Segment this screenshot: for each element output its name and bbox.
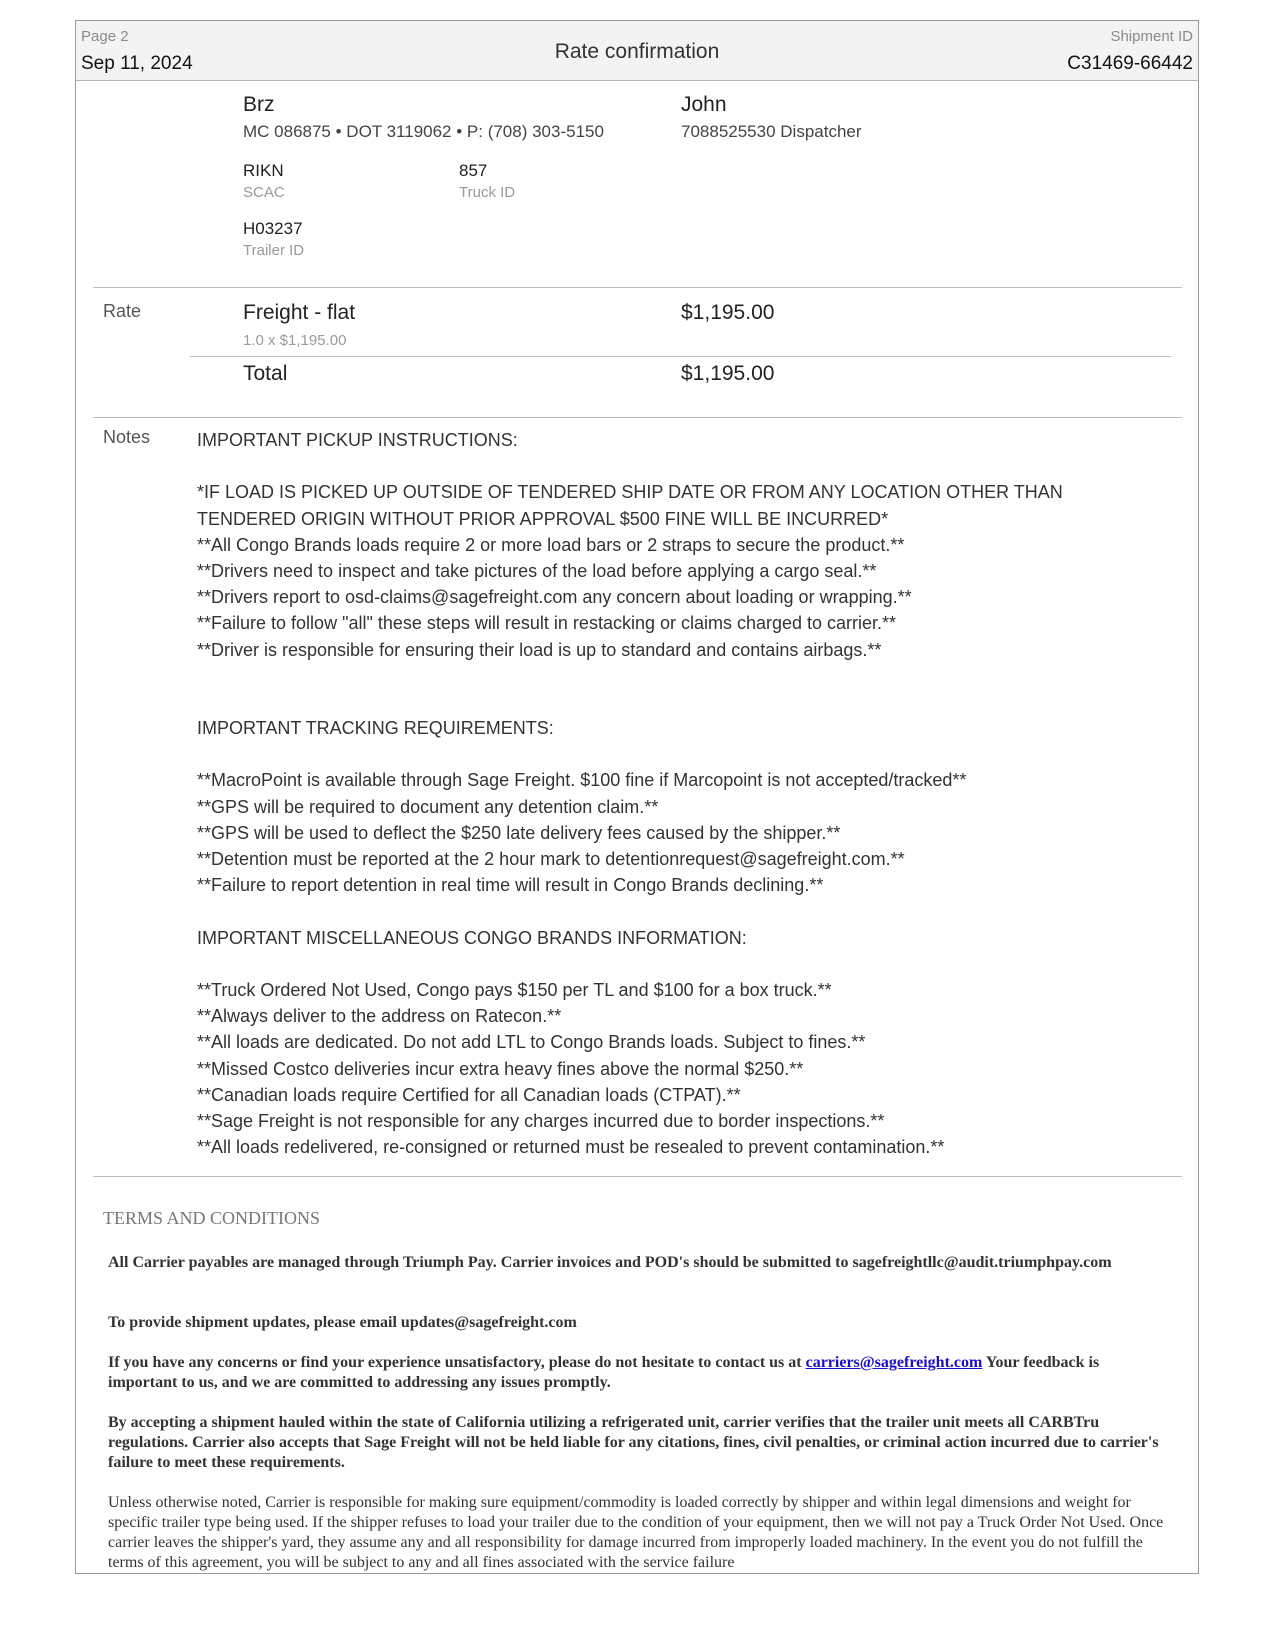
document-date: Sep 11, 2024 — [81, 53, 193, 74]
notes-line: **Canadian loads require Certified for all Canadian loads (CTPAT).** — [197, 1084, 741, 1105]
notes-section-label: Notes — [103, 427, 151, 447]
divider — [93, 287, 1182, 288]
notes-line: **Always deliver to the address on Ratecon.** — [197, 1006, 562, 1027]
notes-line — [197, 689, 1157, 715]
trailer-id-label: Trailer ID — [243, 242, 305, 259]
notes-line: IMPORTANT TRACKING REQUIREMENTS: — [197, 718, 554, 739]
notes-line: **All loads redelivered, re-consigned or returned must be resealed to prevent contamination.** — [197, 1137, 945, 1158]
page-header — [76, 21, 1198, 81]
rate-item-calculation: 1.0 x $1,195.00 — [243, 332, 347, 349]
divider — [190, 356, 1171, 357]
terms-contact-text: If you have any concerns or find your experience unsatisfactory, please do not hesitate to contact us at — [108, 1354, 802, 1371]
divider — [93, 417, 1182, 418]
page-title: Rate confirmation — [554, 40, 720, 63]
notes-line: **MacroPoint is available through Sage Freight. $100 fine if Marcopoint is not accepted/tracked** — [197, 770, 967, 791]
notes-line: **Failure to follow "all" these steps will result in restacking or claims charged to carrier.** — [197, 613, 897, 634]
carrier-details: MC 086875 • DOT 3119062 • P: (708) 303-5150 — [243, 122, 604, 141]
notes-line: **Detention must be reported at the 2 hour mark to detentionrequest@sagefreight.com.** — [197, 849, 905, 869]
notes-line — [197, 663, 1157, 689]
notes-line: *IF LOAD IS PICKED UP OUTSIDE OF TENDERED SHIP DATE OR FROM ANY LOCATION OTHER THAN — [197, 482, 1063, 503]
notes-line: **All loads are dedicated. Do not add LTL to Congo Brands loads. Subject to fines.** — [197, 1032, 866, 1053]
terms-title: TERMS AND CONDITIONS — [103, 1208, 321, 1228]
notes-line: **Missed Costco deliveries incur extra heavy fines above the normal $250.** — [197, 1058, 804, 1079]
notes-line: IMPORTANT PICKUP INSTRUCTIONS: — [197, 430, 518, 450]
notes-line — [197, 898, 1157, 924]
dispatcher-details: 7088525530 Dispatcher — [681, 122, 862, 141]
notes-line: IMPORTANT MISCELLANEOUS CONGO BRANDS INFORMATION: — [197, 927, 747, 948]
notes-line: **GPS will be required to document any detention claim.** — [197, 796, 659, 817]
notes-line — [197, 453, 1157, 479]
notes-body — [197, 427, 1157, 1160]
notes-line: **Truck Ordered Not Used, Congo pays $150 per TL and $100 for a box truck.** — [197, 979, 832, 1000]
terms-contact-text-end: Your feedback is important to us, and we are committed to addressing any issues promptly. — [108, 1354, 1100, 1391]
terms-paragraph-california: By accepting a shipment hauled within the state of California utilizing a refrigerated unit, carrier verifies that the trailer unit meets all CARBTru regulations. Carrier also accepts that Sage Freight will not be held liable for any citations, fines, civil penalties, or criminal action incurred due to carrier's failure to meet these requirements. — [108, 1414, 1159, 1471]
shipment-id-label: Shipment ID — [1110, 28, 1193, 45]
total-amount: $1,195.00 — [681, 362, 775, 385]
notes-line: **Drivers report to osd-claims@sagefreight.com any concern about loading or wrapping.** — [197, 587, 912, 608]
terms-paragraph-updates: To provide shipment updates, please email updates@sagefreight.com — [108, 1314, 577, 1331]
notes-line: **Failure to report detention in real time will result in Congo Brands declining.** — [197, 875, 824, 896]
truck-id-label: Truck ID — [459, 184, 516, 201]
carriers-email-link[interactable]: carriers@sagefreight.com — [805, 1354, 983, 1371]
rate-item-amount: $1,195.00 — [681, 301, 775, 324]
trailer-id-value: H03237 — [243, 219, 303, 238]
notes-line: **All Congo Brands loads require 2 or more load bars or 2 straps to secure the product.** — [197, 534, 905, 555]
dispatcher-name: John — [681, 93, 727, 116]
page-number: Page 2 — [81, 28, 129, 45]
terms-paragraph-liability: Unless otherwise noted, Carrier is responsible for making sure equipment/commodity is loaded correctly by shipper and within legal dimensions and weight for specific trailer type being used. If the shipper refuses to load your trailer due to the condition of your equipment, then we will not pay a Truck Order Not Used. Once carrier leaves the shipper's yard, they assume any and all responsibility for damage incurred from improperly loaded machinery. In the event you do not fulfill the terms of this agreement, you will be subject to any and all fines associated with the service failure — [108, 1494, 1164, 1571]
notes-line: **GPS will be used to deflect the $250 late delivery fees caused by the shipper.** — [197, 822, 841, 843]
notes-line: **Drivers need to inspect and take pictures of the load before applying a cargo seal.** — [197, 560, 877, 581]
document-page — [75, 20, 1199, 1574]
divider — [93, 1176, 1182, 1177]
truck-id-value: 857 — [459, 161, 488, 180]
rate-section-label: Rate — [103, 301, 142, 321]
total-label: Total — [243, 362, 288, 385]
notes-line: **Driver is responsible for ensuring their load is up to standard and contains airbags.** — [197, 639, 882, 660]
carrier-name: Brz — [243, 93, 275, 116]
terms-paragraph-payables: All Carrier payables are managed through Triumph Pay. Carrier invoices and POD's should be submitted to sagefreightllc@audit.triumphpay.com — [108, 1254, 1112, 1271]
notes-line — [197, 951, 1157, 977]
terms-paragraph-contact — [108, 1353, 1168, 1393]
scac-value: RIKN — [243, 161, 284, 180]
shipment-id: C31469-66442 — [1067, 53, 1193, 74]
rate-item-name: Freight - flat — [243, 301, 356, 324]
notes-line: **Sage Freight is not responsible for any charges incurred due to border inspections.** — [197, 1110, 885, 1131]
notes-line: TENDERED ORIGIN WITHOUT PRIOR APPROVAL $500 FINE WILL BE INCURRED* — [197, 508, 889, 529]
notes-line — [197, 741, 1157, 767]
scac-label: SCAC — [243, 184, 285, 201]
